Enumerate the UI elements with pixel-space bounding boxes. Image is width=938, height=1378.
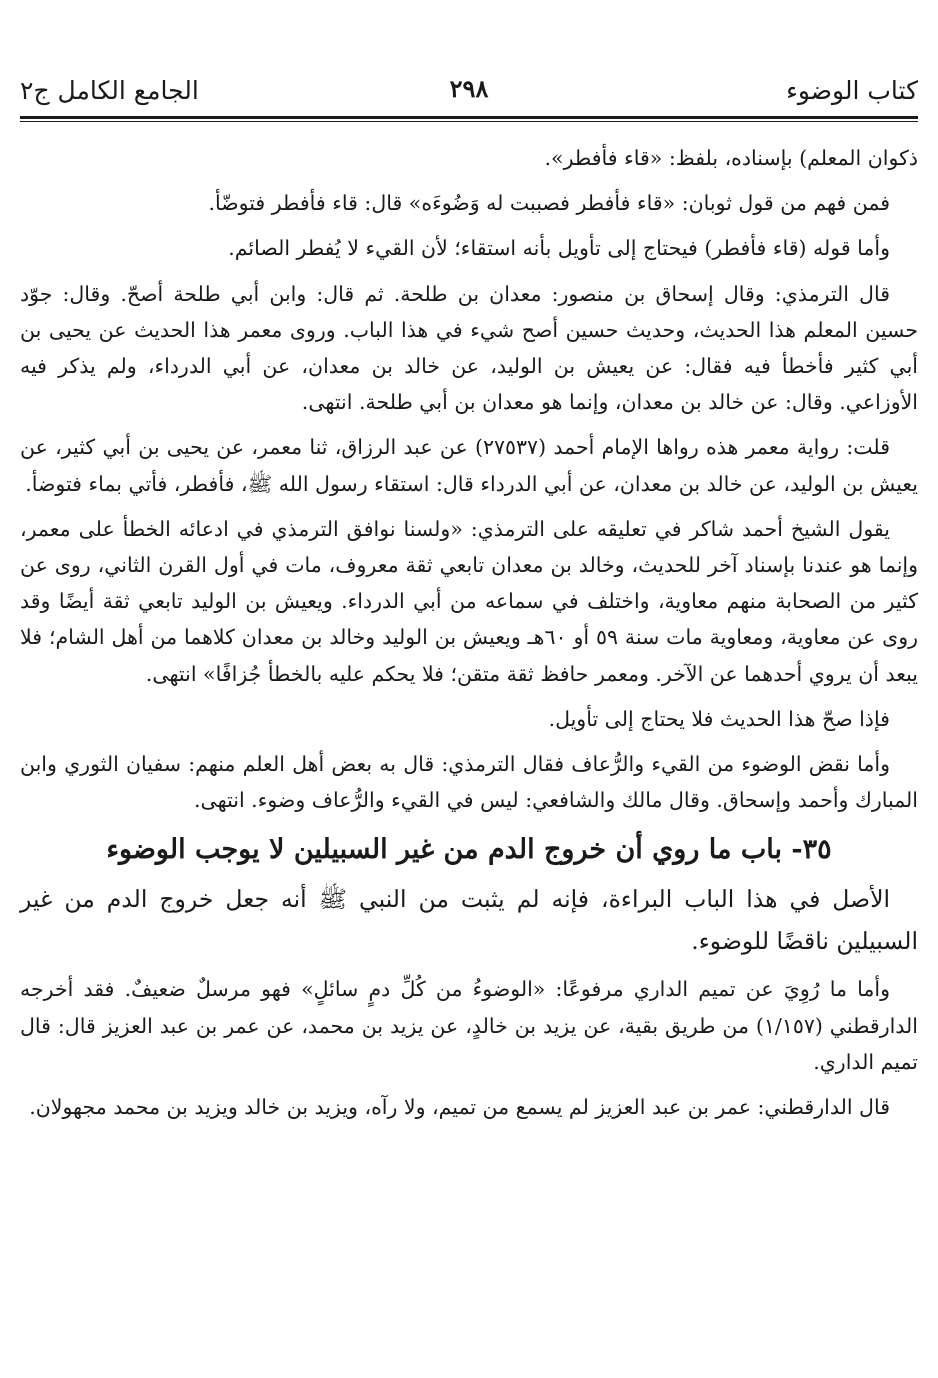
paragraph: فمن فهم من قول ثوبان: «قاء فأفطر فصببت له وَضُوءَه» قال: قاء فأفطر فتوضّأ. [208,191,890,216]
header-rule-thin [20,121,918,122]
section-heading: ٣٥- باب ما روي أن خروج الدم من غير السبيلين لا يوجب الوضوء [106,834,832,866]
section-intro: الأصل في هذا الباب البراءة، فإنه لم يثبت من النبي ﷺ أنه جعل خروج الدم من غير السبيلين ناقضًا للوضوء. [20,885,918,956]
paragraph: ذكوان المعلم) بإسناده، بلفظ: «قاء فأفطر». [544,146,918,170]
chapter-title: كتاب الوضوء [786,76,918,105]
book-title: الجامع الكامل ج٢ [20,76,199,105]
paragraph: وأما ما رُوِيَ عن تميم الداري مرفوعًا: «الوضوءُ من كُلِّ دمٍ سائلٍ» فهو مرسلٌ ضعيفٌ. فقد أخرجه الدارقطني (١/١٥٧) من طريق بقية، عن يزيد بن خالدٍ، عن يزيد بن محمد، عن عمر بن عبد العزيز قال: قال تميم الداري. [20,977,918,1074]
running-header [20,70,918,116]
paragraph: قال الترمذي: وقال إسحاق بن منصور: معدان بن طلحة. ثم قال: وابن أبي طلحة أصحّ. وقال: جوّد حسين المعلم هذا الحديث، وحديث حسين أصح شيء في هذا الباب. وروى معمر هذا الحديث عن يحيى بن أبي كثير فأخطأ فيه فقال: عن يعيش بن الوليد، عن خالد بن معدان، عن أبي الدرداء، ولم يذكر فيه الأوزاعي. وقال: عن خالد بن معدان، وإنما هو معدان بن أبي طلحة. انتهى. [20,281,918,415]
paragraph: يقول الشيخ أحمد شاكر في تعليقه على الترمذي: «ولسنا نوافق الترمذي في ادعائه الخطأ على معمر، وإنما هو عندنا بإسناد آخر للحديث، وخالد بن معدان تابعي ثقة معروف، مات في أول القرن الثاني، روى عن كثير من الصحابة منهم معاوية، واختلف في سماعه من أبي الدرداء. ويعيش بن الوليد تابعي ثقة أيضًا وقد روى عن معاوية، ومعاوية مات سنة ٥٩ أو ٦٠هـ ويعيش بن الوليد وخالد بن معدان كلاهما من أهل الشام؛ فلا يبعد أن يروي أحدهما عن الآخر. ومعمر حافظ ثقة متقن؛ فلا يحكم عليه بالخطأ جُزافًا» انتهى. [20,516,918,686]
paragraph: وأما قوله (قاء فأفطر) فيحتاج إلى تأويل بأنه استقاء؛ لأن القيء لا يُفطر الصائم. [228,236,890,261]
paragraph: قال الدارقطني: عمر بن عبد العزيز لم يسمع من تميم، ولا رآه، ويزيد بن خالد ويزيد بن محمد مجهولان. [29,1095,890,1120]
page-body [20,140,918,1125]
page-content [20,70,918,1120]
paragraph: قلت: رواية معمر هذه رواها الإمام أحمد (٢٧٥٣٧) عن عبد الرزاق، ثنا معمر، عن يحيى بن أبي كثير، عن يعيش بن الوليد، عن خالد بن معدان، عن أبي الدرداء قال: استقاء رسول الله ﷺ، فأفطر، فأتي بماء فتوضأ. [20,435,918,496]
header-rule-thick [20,116,918,119]
paragraph: فإذا صحّ هذا الحديث فلا يحتاج إلى تأويل. [548,706,890,731]
paragraph: وأما نقض الوضوء من القيء والرُّعاف فقال الترمذي: قال به بعض أهل العلم منهم: سفيان الثوري وابن المبارك وأحمد وإسحاق. وقال مالك والشافعي: ليس في القيء والرُّعاف وضوء. انتهى. [20,752,918,813]
page-number: ٢٩٨ [449,74,489,103]
